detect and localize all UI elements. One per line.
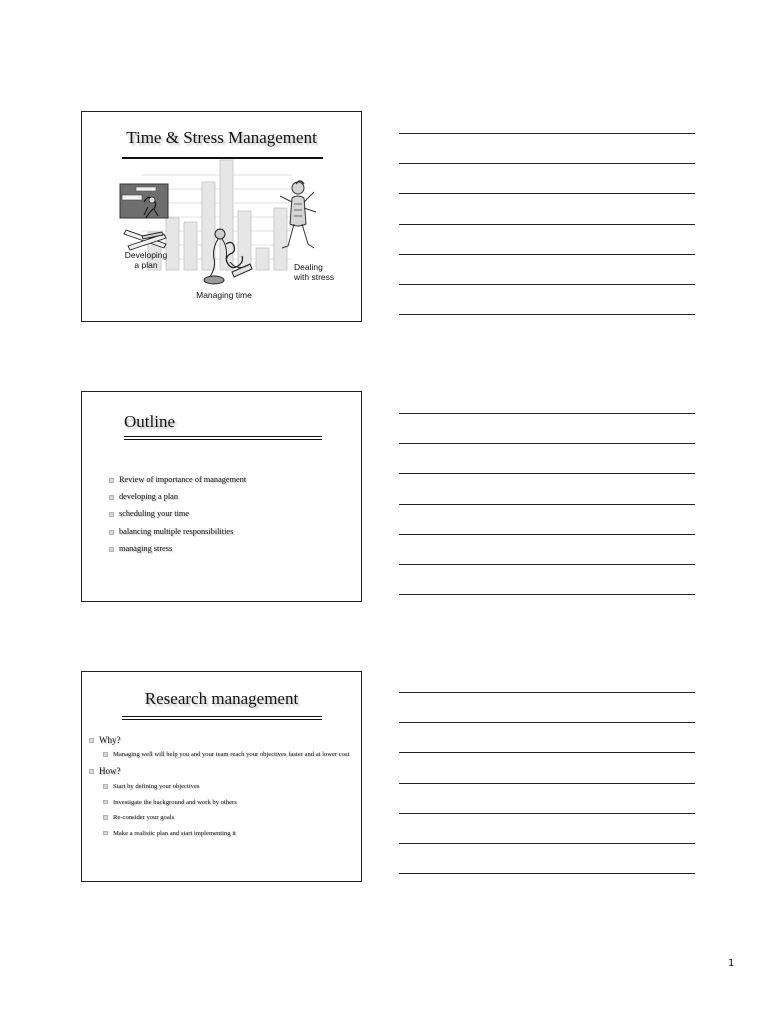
bullet-square-icon (109, 512, 114, 517)
bullet-square-icon (109, 478, 114, 483)
bullet-square-icon (103, 752, 108, 757)
list-item-text: Managing well will help you and your team reach your objectives faster and at lower cost (113, 751, 350, 758)
label-dealing-stress (294, 262, 334, 282)
slide-2-title-rule (124, 436, 322, 440)
notes-line (399, 284, 695, 285)
notes-line (399, 843, 695, 844)
page-number: 1 (728, 958, 735, 969)
notes-line (399, 193, 695, 194)
research-content (89, 734, 359, 838)
bullet-square-icon (103, 784, 108, 789)
section-heading-text: How? (99, 766, 121, 776)
slide-1 (81, 111, 362, 322)
list-item (89, 813, 359, 822)
list-item-text: balancing multiple responsibilities (119, 526, 234, 536)
bullet-square-icon (103, 800, 108, 805)
bullet-square-icon (103, 815, 108, 820)
notes-line (399, 413, 695, 414)
list-item (109, 526, 246, 543)
list-item-text: Start by defining your objectives (113, 783, 200, 790)
section-heading-how (89, 765, 359, 778)
notes-line (399, 722, 695, 723)
list-item (89, 798, 359, 807)
notes-line (399, 163, 695, 164)
list-item-text: Investigate the background and work by others (113, 798, 237, 806)
slide-3 (81, 671, 362, 882)
bullet-square-icon (109, 547, 114, 552)
label-developing-line-1: Developing (124, 250, 168, 260)
label-managing-time: Managing time (196, 290, 252, 300)
notes-line (399, 314, 695, 315)
notes-line (399, 224, 695, 225)
list-item-text: Make a realistic plan and start implementing it (113, 829, 236, 837)
notes-line (399, 473, 695, 474)
label-developing-plan (120, 250, 172, 270)
notes-line (399, 534, 695, 535)
notes-line (399, 133, 695, 134)
notes-line (399, 783, 695, 784)
slide-2-title: Outline (124, 412, 175, 431)
section-heading-why (89, 734, 359, 747)
notes-line (399, 813, 695, 814)
list-item (109, 543, 246, 560)
list-item (109, 474, 246, 491)
label-developing-line-2: a plan (134, 260, 158, 270)
list-item-text: Review of importance of management (119, 475, 247, 484)
slide-3-title: Research management (144, 689, 299, 708)
outline-list (109, 474, 246, 560)
notes-line (399, 564, 695, 565)
slide-3-title-rule (122, 716, 322, 720)
notes-line (399, 254, 695, 255)
list-item-text: Re-consider your goals (113, 814, 175, 821)
notes-line (399, 692, 695, 693)
notes-line (399, 594, 695, 595)
bullet-square-icon (103, 831, 108, 836)
slide-1-title: Time & Stress Management (126, 128, 317, 147)
plan-figure-icon (120, 184, 168, 218)
list-item-text: scheduling your time (119, 509, 190, 519)
list-item (109, 508, 246, 525)
list-item-text: managing stress (119, 543, 173, 553)
notes-line (399, 873, 695, 874)
list-item (89, 782, 359, 791)
notes-line (399, 504, 695, 505)
bullet-square-icon (89, 769, 94, 774)
label-dealing-line-1: Dealing (294, 262, 323, 272)
section-heading-text: Why? (99, 735, 121, 745)
bullet-square-icon (109, 530, 114, 535)
notes-line (399, 752, 695, 753)
list-item-text: developing a plan (119, 492, 178, 502)
list-item (109, 491, 246, 508)
notes-line (399, 443, 695, 444)
slide-2 (81, 391, 362, 602)
list-item (89, 829, 359, 838)
label-dealing-line-2: with stress (294, 272, 335, 282)
list-item (89, 750, 359, 759)
bullet-square-icon (109, 495, 114, 500)
bullet-square-icon (89, 738, 94, 743)
